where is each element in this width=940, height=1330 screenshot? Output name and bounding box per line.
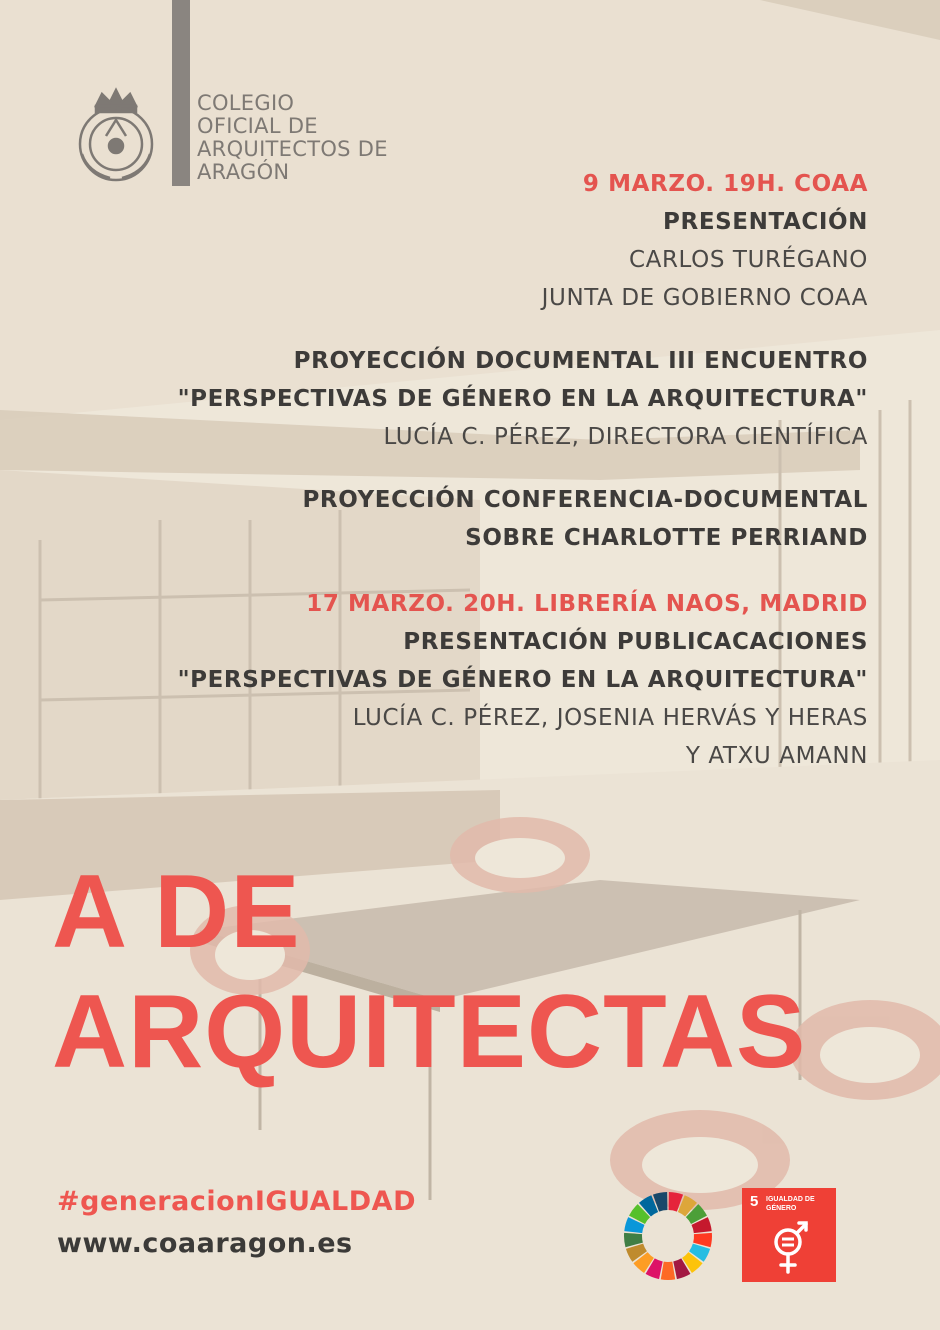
- event-title: PROYECCIÓN CONFERENCIA-DOCUMENTAL: [302, 487, 868, 513]
- event-detail: LUCÍA C. PÉREZ, JOSENIA HERVÁS Y HERAS: [352, 705, 868, 731]
- hashtag: #generacionIGUALDAD: [57, 1186, 416, 1217]
- gender-equality-icon: [770, 1218, 810, 1278]
- event-detail: JUNTA DE GOBIERNO COAA: [541, 285, 868, 311]
- title-line-2: ARQUITECTAS: [52, 974, 807, 1090]
- logo-line: ARQUITECTOS DE: [197, 137, 388, 161]
- title-line-1: A DE: [52, 854, 301, 970]
- coaa-logo: [66, 0, 426, 190]
- event-title: PROYECCIÓN DOCUMENTAL III ENCUENTRO: [293, 348, 868, 374]
- event-detail: LUCÍA C. PÉREZ, DIRECTORA CIENTÍFICA: [383, 424, 868, 450]
- event-title: "PERSPECTIVAS DE GÉNERO EN LA ARQUITECTURA": [177, 667, 868, 693]
- event-3: [108, 481, 868, 557]
- event-title: SOBRE CHARLOTTE PERRIAND: [465, 525, 868, 551]
- logo-line: COLEGIO: [197, 91, 295, 115]
- event-detail: Y ATXU AMANN: [685, 743, 868, 769]
- event-1: [108, 165, 868, 317]
- logo-bar: [172, 0, 190, 186]
- event-4: [108, 585, 868, 775]
- sdg-wheel-icon: [622, 1190, 714, 1282]
- sdg-number: 5: [750, 1193, 759, 1210]
- logo-line: ARAGÓN: [197, 160, 290, 184]
- event-title: PRESENTACIÓN PUBLICACACIONES: [403, 629, 868, 655]
- event-date: 9 MARZO. 19H. COAA: [582, 171, 868, 197]
- event-2: [108, 342, 868, 456]
- sdg-label: IGUALDAD DE GÉNERO: [766, 1196, 815, 1212]
- event-title: "PERSPECTIVAS DE GÉNERO EN LA ARQUITECTURA": [177, 386, 868, 412]
- sdg-wheel-segment: [661, 1262, 675, 1280]
- logo-line: OFICIAL DE: [197, 114, 318, 138]
- website-link[interactable]: www.coaaragon.es: [57, 1228, 353, 1259]
- event-program: [108, 165, 868, 775]
- event-date: 17 MARZO. 20H. LIBRERÍA NAOS, MADRID: [306, 591, 868, 617]
- event-title: PRESENTACIÓN: [663, 209, 868, 235]
- event-detail: CARLOS TURÉGANO: [628, 247, 868, 273]
- poster-title: [52, 852, 892, 1092]
- sdg-5-card: [742, 1188, 836, 1282]
